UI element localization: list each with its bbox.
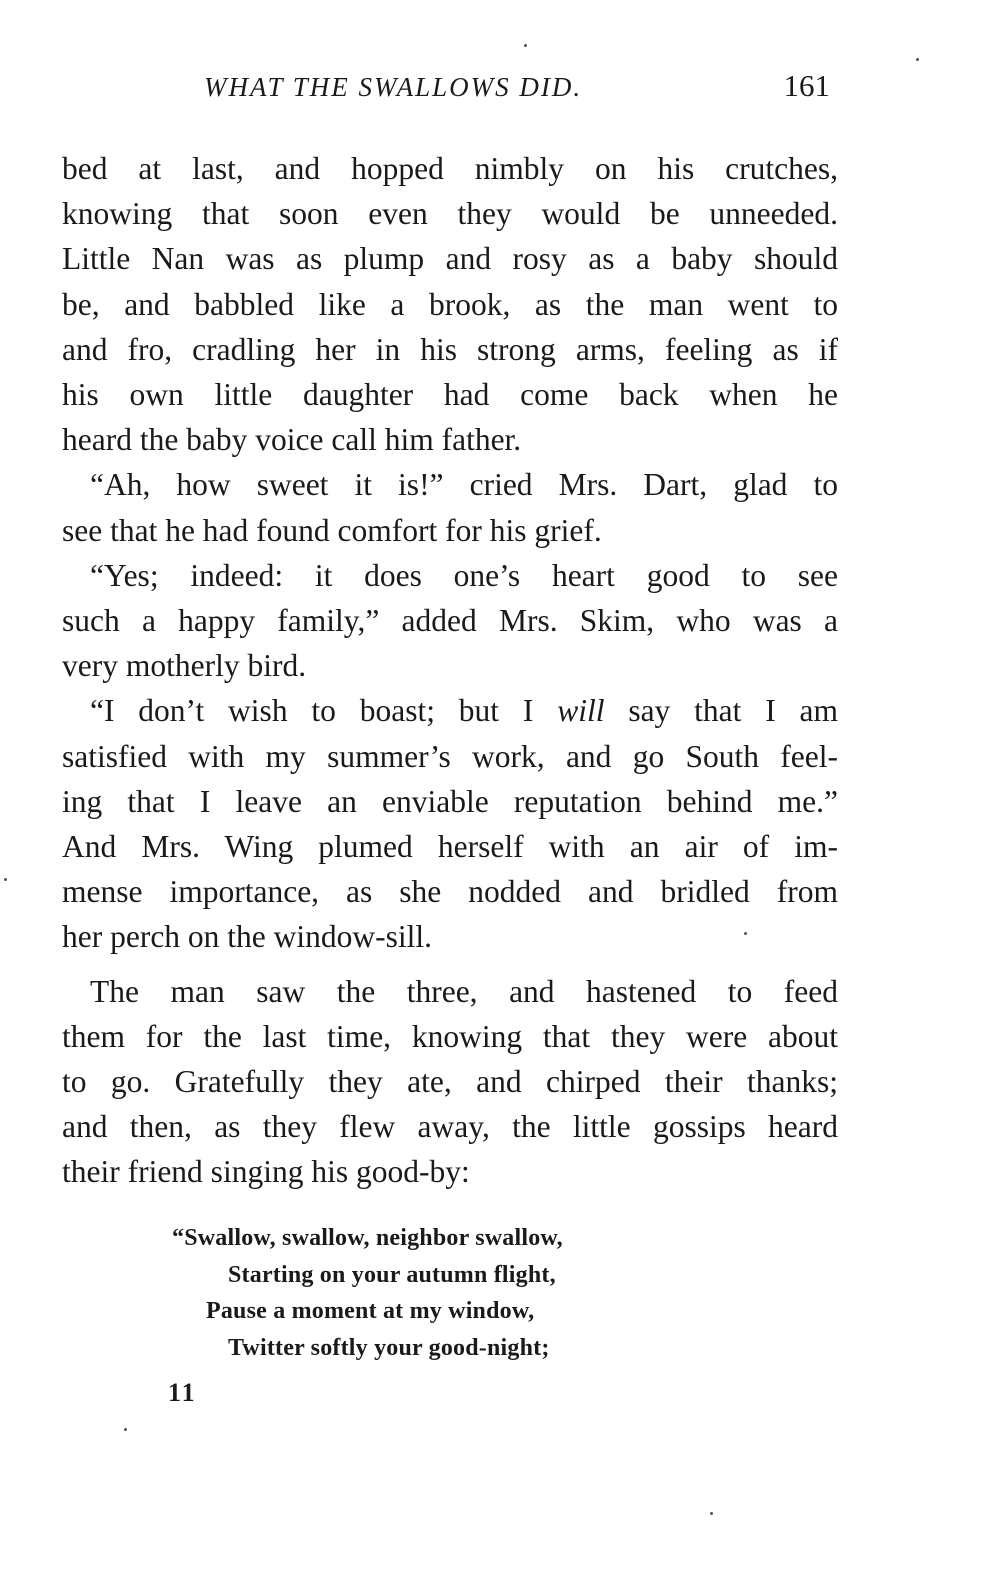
text-line: them for the last time, knowing that they were about [62,1018,838,1054]
text-line: and fro, cradling her in his strong arms, feeling as if [62,331,838,367]
print-speck [916,58,919,61]
poem-line: Starting on your autumn flight, [228,1261,556,1288]
text-line: knowing that soon even they would be unneeded. [62,196,838,232]
print-speck [124,1428,127,1431]
poem [172,1220,672,1366]
text-line: satisfied with my summer’s work, and go South feel- [62,738,838,774]
print-speck [524,44,527,47]
text-line: heard the baby voice call him father. [62,422,522,458]
text-line: to go. Gratefully they ate, and chirped their thanks; [62,1064,838,1100]
paragraph-1 [62,146,838,462]
text-run: “I don’t wish to boast; but I [90,693,558,729]
paragraph-2 [62,462,838,552]
text-run: say that I am [604,693,839,729]
running-title: WHAT THE SWALLOWS DID. [204,72,583,102]
text-line [62,688,838,733]
print-speck [4,878,7,881]
text-line: “Yes; indeed: it does one’s heart good to see [90,557,838,593]
text-line: And Mrs. Wing plumed herself with an air of im- [62,829,838,865]
body-text [62,146,838,1195]
text-line: bed at last, and hopped nimbly on his crutches, [62,151,838,186]
page-number: 161 [783,68,830,103]
text-line: be, and babbled like a brook, as the man went to [62,286,838,322]
text-line: ing that I leave an enviable reputation behind me.” [62,783,838,819]
text-line: “Ah, how sweet it is!” cried Mrs. Dart, glad to [90,467,838,503]
emphasis-word: will [557,693,605,729]
text-line: his own little daughter had come back when he [62,377,838,413]
signature-mark: 11 [168,1378,197,1407]
text-line: and then, as they flew away, the little gossips heard [62,1109,838,1145]
text-line: very motherly bird. [62,648,307,684]
poem-line: Pause a moment at my window, [206,1298,535,1324]
text-line: mense importance, as she nodded and bridled from [62,874,838,910]
text-line: see that he had found comfort for his grief. [62,512,602,548]
text-line: their friend singing his good-by: [62,1154,470,1190]
poem-line: Twitter softly your good-night; [228,1334,550,1361]
running-head [62,68,838,112]
text-line: her perch on the window-sill. [62,919,433,955]
text-line: The man saw the three, and hastened to feed [90,973,838,1009]
poem-line: “Swallow, swallow, neighbor swallow, [172,1225,563,1251]
paragraph-4 [62,688,838,959]
print-speck [710,1512,713,1515]
paragraph-5 [62,969,838,1195]
text-line: Little Nan was as plump and rosy as a baby should [62,241,838,277]
paragraph-3 [62,553,838,689]
text-line: such a happy family,” added Mrs. Skim, who was a [62,603,838,639]
print-speck [744,932,747,935]
